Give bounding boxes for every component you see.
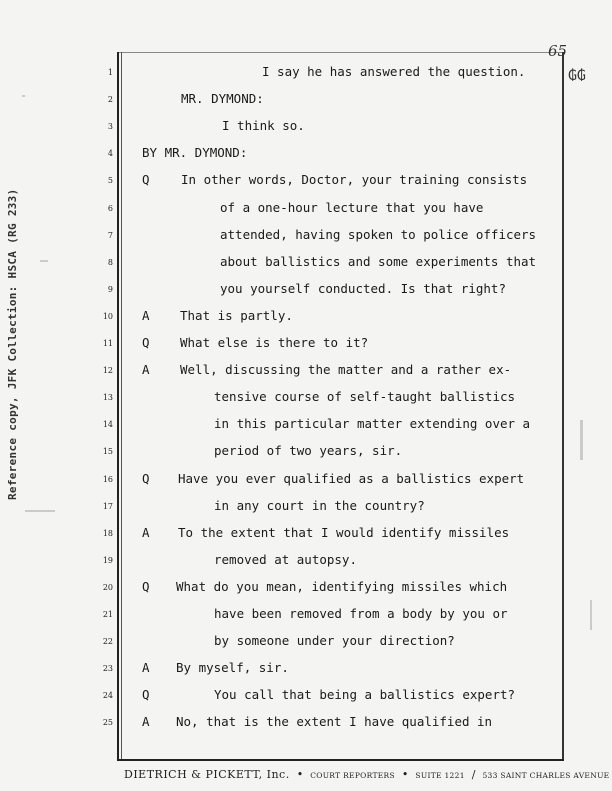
line-number: 16	[102, 474, 113, 484]
line-number: 17	[102, 501, 113, 511]
speaker-label: Q	[142, 335, 150, 350]
line-text: about ballistics and some experiments that	[220, 253, 537, 269]
line-number: 24	[102, 691, 113, 701]
transcript-line	[0, 91, 612, 118]
line-number: 21	[102, 610, 113, 619]
speaker-label: A	[142, 714, 150, 730]
line-number: 11	[102, 339, 113, 348]
firm-suite: SUITE 1221	[415, 771, 465, 780]
speaker-label: A	[142, 524, 150, 540]
line-number: 5	[107, 176, 113, 186]
speaker-label: A	[142, 362, 150, 378]
line-text: You call that being a ballistics expert?	[214, 687, 516, 703]
transcript-line	[0, 525, 612, 552]
line-number: 22	[102, 637, 113, 647]
footer: DIETRICH & PICKETT, Inc. • COURT REPORTERS • SUITE 1221 / 533 SAINT CHARLES AVENUE	[124, 768, 610, 781]
line-text: period of two years, sir.	[214, 443, 403, 459]
transcript-line	[0, 552, 612, 579]
transcript-line	[0, 714, 612, 741]
margin-mark: ₲₲	[568, 68, 586, 84]
transcript-line	[0, 606, 612, 633]
transcript-line	[0, 308, 612, 335]
line-text: by someone under your direction?	[214, 633, 455, 649]
transcript-line	[0, 200, 612, 227]
line-text: To the extent that I would identify missiles	[178, 524, 510, 540]
transcript-line	[0, 416, 612, 443]
line-text: tensive course of self-taught ballistics	[214, 389, 516, 405]
line-number: 14	[102, 420, 113, 430]
line-text: Have you ever qualified as a ballistics expert	[178, 470, 525, 486]
speaker-label: Q	[142, 578, 150, 594]
top-rule	[117, 52, 564, 53]
speaker-label: A	[142, 660, 150, 676]
transcript-line	[0, 687, 612, 714]
speaker-label: Q	[142, 172, 150, 188]
line-number: 13	[102, 393, 113, 403]
line-number: 3	[107, 122, 113, 132]
handwritten-page-number: 65	[548, 42, 568, 60]
transcript-line	[0, 660, 612, 687]
line-text: I say he has answered the question.	[262, 64, 526, 79]
line-text: What do you mean, identifying missiles which	[176, 578, 508, 594]
line-text: in this particular matter extending over a	[214, 416, 531, 432]
transcript-line	[0, 254, 612, 281]
transcript-line	[0, 579, 612, 606]
line-text: In other words, Doctor, your training consists	[181, 172, 528, 188]
line-text: I think so.	[222, 118, 305, 134]
line-number: 6	[107, 203, 113, 213]
firm-role: COURT REPORTERS	[310, 771, 395, 780]
speaker-label: Q	[142, 470, 150, 486]
firm-address: 533 SAINT CHARLES AVENUE	[482, 771, 610, 780]
line-number: 19	[102, 555, 113, 565]
transcript-line	[0, 227, 612, 254]
line-number: 25	[102, 718, 113, 728]
transcript-line	[0, 118, 612, 145]
speaker-label: A	[142, 307, 150, 323]
line-text: BY MR. DYMOND:	[142, 145, 248, 161]
transcript-line	[0, 362, 612, 389]
transcript-line	[0, 498, 612, 525]
speaker-label: Q	[142, 687, 150, 703]
line-text: attended, having spoken to police officers	[220, 226, 537, 242]
line-text: removed at autopsy.	[214, 551, 357, 567]
line-text: in any court in the country?	[214, 497, 425, 513]
transcript-line	[0, 471, 612, 498]
line-text: of a one-hour lecture that you have	[220, 199, 484, 215]
transcript-line	[0, 335, 612, 362]
line-number: 4	[107, 149, 113, 159]
line-number: 10	[102, 311, 113, 321]
line-number: 15	[102, 447, 113, 457]
transcript-line	[0, 443, 612, 470]
transcript-line	[0, 145, 612, 172]
line-number: 2	[107, 95, 113, 105]
transcript-line	[0, 172, 612, 199]
line-number: 1	[107, 68, 113, 77]
line-text: What else is there to it?	[180, 335, 369, 350]
reference-stamp: Reference copy, JFK Collection: HSCA (RG 233)	[6, 188, 19, 500]
line-number: 7	[107, 230, 113, 240]
line-text: No, that is the extent I have qualified in	[176, 714, 493, 730]
transcript-line	[0, 633, 612, 660]
line-text: MR. DYMOND:	[181, 91, 264, 107]
line-text: That is partly.	[180, 307, 293, 323]
line-number: 12	[102, 366, 113, 376]
firm-name: DIETRICH & PICKETT, Inc.	[124, 768, 290, 781]
line-number: 23	[102, 664, 113, 674]
line-number: 8	[107, 257, 113, 267]
line-number: 20	[102, 582, 113, 592]
line-number: 9	[107, 284, 113, 294]
line-text: Well, discussing the matter and a rather ex-	[180, 362, 512, 378]
transcript-line	[0, 281, 612, 308]
transcript-line	[0, 64, 612, 91]
transcript-line	[0, 389, 612, 416]
line-number: 18	[102, 528, 113, 538]
bottom-rule	[117, 759, 564, 761]
line-text: By myself, sir.	[176, 660, 289, 676]
line-text: have been removed from a body by you or	[214, 606, 508, 621]
line-text: you yourself conducted. Is that right?	[220, 280, 506, 296]
